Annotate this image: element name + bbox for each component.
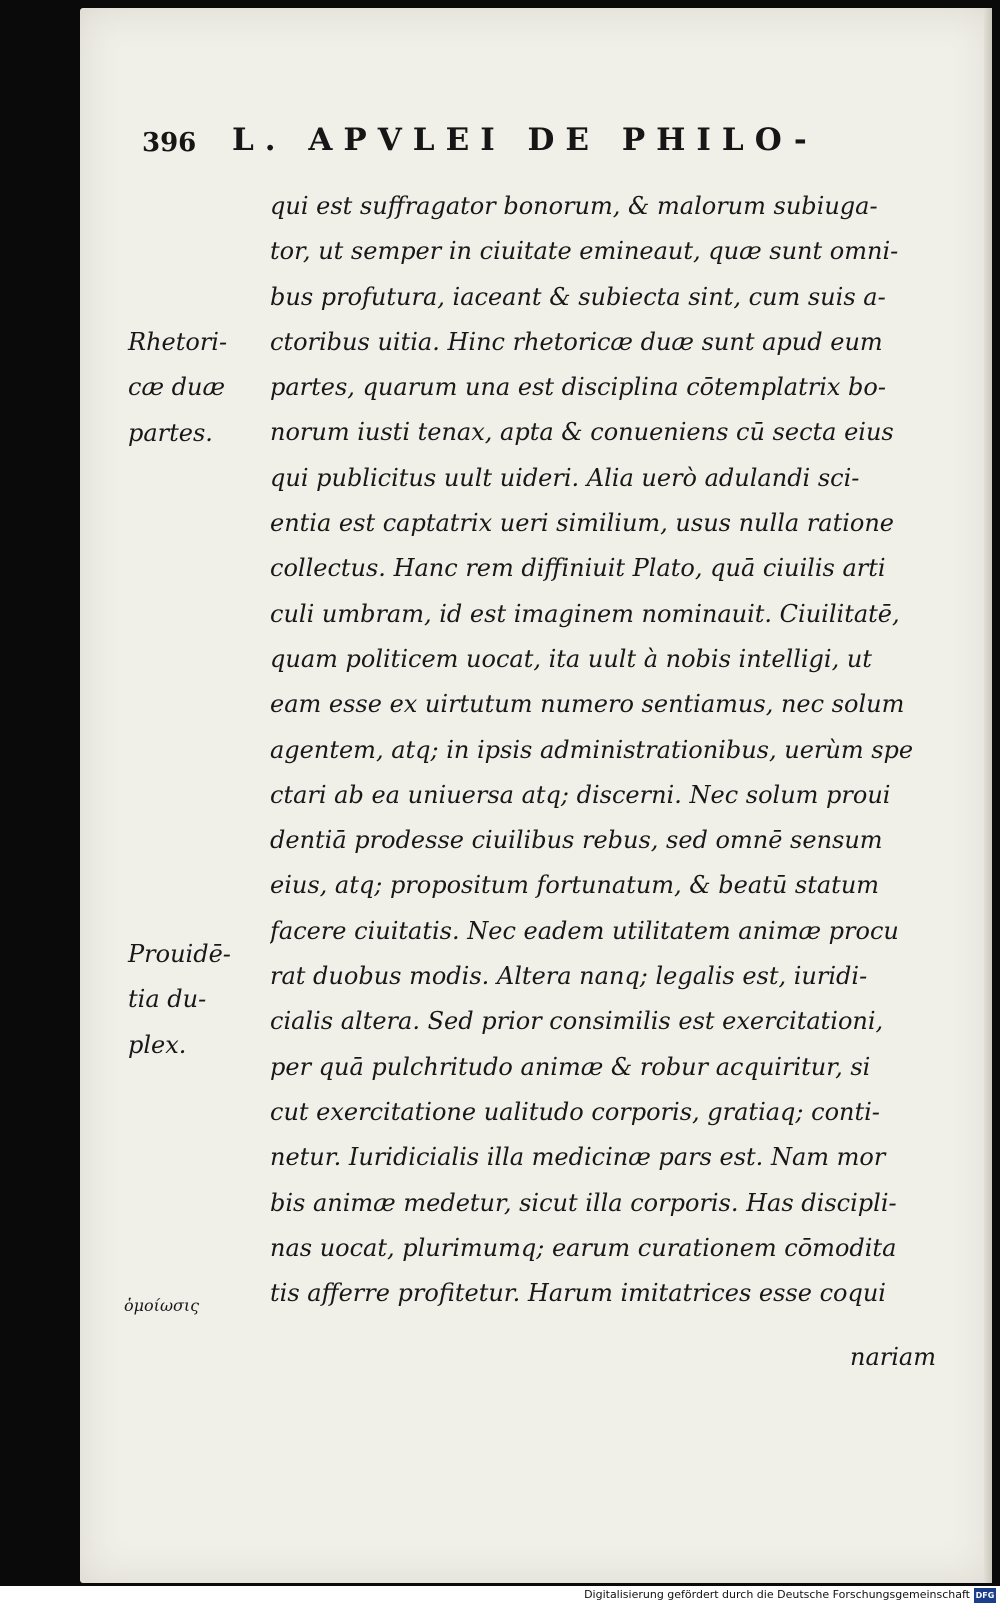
text-line: partes, quarum una est disciplina cōtemplatrix bo- (270, 373, 886, 402)
text-line: ctoribus uitia. Hinc rhetoricæ duæ sunt apud eum (270, 327, 883, 356)
main-text (270, 184, 960, 1316)
text-line: tor, ut semper in ciuitate emineaut, quæ sunt omni- (270, 237, 899, 266)
funding-credit: Digitalisierung gefördert durch die Deutsche Forschungsgemeinschaft (584, 1588, 970, 1601)
digitization-footer (0, 1586, 1000, 1606)
text-line: netur. Iuridicialis illa medicinæ pars est. Nam mor (270, 1143, 886, 1172)
text-line: qui est suffragator bonorum, & malorum subiuga- (270, 192, 878, 220)
margin-note-line: cæ duæ (128, 373, 226, 402)
text-line: qui publicitus uult uideri. Alia uerò adulandi sci- (270, 463, 860, 492)
running-title: L. APVLEI DE PHILO- (232, 122, 818, 158)
text-line: tis afferre profitetur. Harum imitatrices esse coqui (270, 1279, 886, 1308)
text-line: nas uocat, plurimumq; earum curationem cōmodita (270, 1233, 897, 1262)
text-line: bis animæ medetur, sicut illa corporis. Has discipli- (270, 1188, 897, 1217)
text-line: facere ciuitatis. Nec eadem utilitatem animæ procu (270, 916, 899, 945)
catchword: nariam (850, 1343, 936, 1371)
margin-note-providence (128, 932, 268, 1068)
margin-note-line: partes. (128, 418, 213, 447)
text-line: culi umbram, id est imaginem nominauit. Ciuilitatē, (270, 599, 900, 628)
text-line: rat duobus modis. Altera nanq; legalis est, iuridi- (270, 962, 868, 991)
page-header (142, 122, 902, 166)
text-line: collectus. Hanc rem diffiniuit Plato, quā ciuilis arti (270, 554, 886, 583)
text-line: quam politicem uocat, ita uult à nobis intelligi, ut (270, 644, 872, 673)
text-line: ctari ab ea uniuersa atq; discerni. Nec solum proui (270, 780, 891, 809)
text-line: entia est captatrix ueri similium, usus nulla ratione (270, 509, 895, 538)
margin-note-line: Prouidē- (128, 940, 231, 968)
page-edge (984, 8, 992, 1583)
margin-note-greek: ὁμοίωσις (124, 1296, 200, 1315)
page-number: 396 (142, 128, 197, 158)
text-line: eam esse ex uirtutum numero sentiamus, nec solum (270, 690, 905, 719)
margin-note-line: Rhetori- (128, 328, 228, 356)
margin-note-rhetoric (128, 320, 268, 456)
text-line: bus profutura, iaceant & subiecta sint, cum suis a- (270, 282, 886, 311)
text-line: eius, atq; propositum fortunatum, & beatū statum (270, 871, 880, 900)
text-line: agentem, atq; in ipsis administrationibus, uerùm spe (270, 735, 914, 764)
dfg-logo-icon: DFG (974, 1588, 996, 1603)
margin-note-line: plex. (128, 1030, 187, 1059)
text-line: cut exercitatione ualitudo corporis, gratiaq; conti- (270, 1097, 880, 1126)
text-line: cialis altera. Sed prior consimilis est exercitationi, (270, 1007, 884, 1036)
text-line: dentiā prodesse ciuilibus rebus, sed omnē sensum (270, 826, 883, 855)
margin-note-line: tia du- (128, 985, 207, 1014)
text-line: norum iusti tenax, apta & conueniens cū secta eius (270, 418, 894, 447)
text-line: per quā pulchritudo animæ & robur acquiritur, si (270, 1052, 871, 1081)
